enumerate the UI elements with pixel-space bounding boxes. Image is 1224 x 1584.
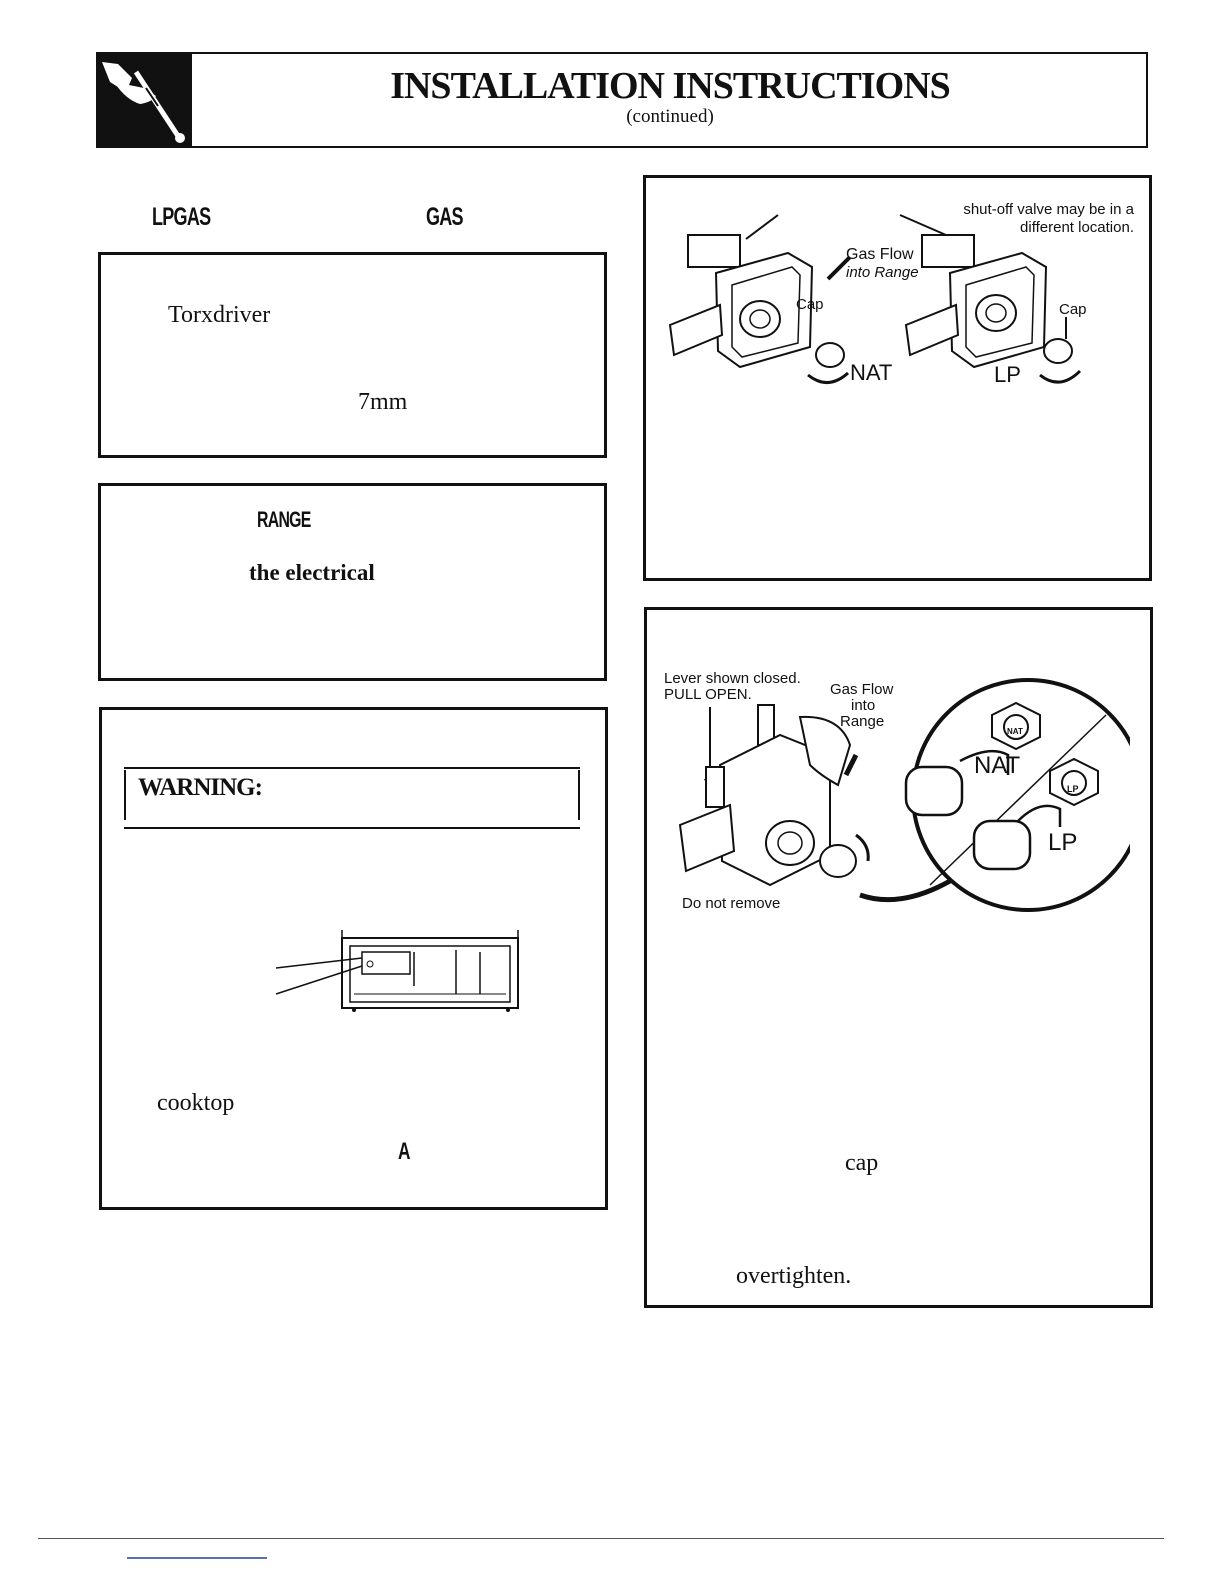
- footer-rule: [38, 1538, 1164, 1539]
- heading-lp-gas: LPGAS: [152, 203, 211, 231]
- warning-rule-bottom: [124, 827, 580, 829]
- into-range-label: into Range: [846, 264, 919, 281]
- lever-note-line1: Lever shown closed.: [664, 670, 801, 687]
- lever-note-line2: PULL OPEN.: [664, 686, 752, 703]
- gas-flow-label: Gas Flow: [846, 246, 914, 263]
- shutoff-note: shut-off valve may be in a different location.: [963, 201, 1134, 236]
- nat-label-bottom: NAT: [974, 752, 1021, 779]
- warning-rule-right: [578, 770, 580, 820]
- nat-badge: NAT: [1007, 727, 1023, 736]
- lp-label-top: LP: [994, 362, 1021, 387]
- letter-a: A: [398, 1138, 410, 1165]
- page-subtitle: (continued): [626, 106, 714, 127]
- cap-text: cap: [845, 1150, 879, 1176]
- warning-label: WARNING:: [138, 774, 262, 801]
- range-heading: RANGE: [257, 507, 311, 532]
- footer-accent-line: [127, 1557, 267, 1559]
- heading-gas: GAS: [426, 203, 463, 231]
- range-drawer-illustration: [270, 928, 522, 1019]
- cooktop-text: cooktop: [157, 1090, 235, 1116]
- do-not-remove-label: Do not remove: [682, 895, 781, 912]
- cap-label-left: Cap: [796, 296, 824, 313]
- tool-size-7mm: 7mm: [358, 389, 408, 415]
- page-title: INSTALLATION INSTRUCTIONS: [390, 65, 950, 107]
- lp-label-bottom: LP: [1048, 829, 1078, 856]
- into-label-2: into: [851, 697, 876, 714]
- warning-rule-left: [124, 770, 126, 820]
- tools-box: [98, 252, 607, 458]
- cap-label-right: Cap: [1059, 301, 1087, 318]
- overtighten-text: overtighten.: [736, 1263, 852, 1289]
- tool-torxdriver: Torxdriver: [168, 302, 271, 328]
- hand-screwdriver-icon: [96, 52, 192, 148]
- warning-rule-top: [124, 767, 580, 769]
- valve-illustration: [660, 675, 1130, 920]
- gas-flow-label-2: Gas Flow: [830, 681, 894, 698]
- nat-label-top: NAT: [850, 360, 893, 385]
- electrical-text: the electrical: [249, 560, 375, 585]
- lp-badge: LP: [1067, 784, 1079, 794]
- range-label-2: Range: [840, 713, 885, 730]
